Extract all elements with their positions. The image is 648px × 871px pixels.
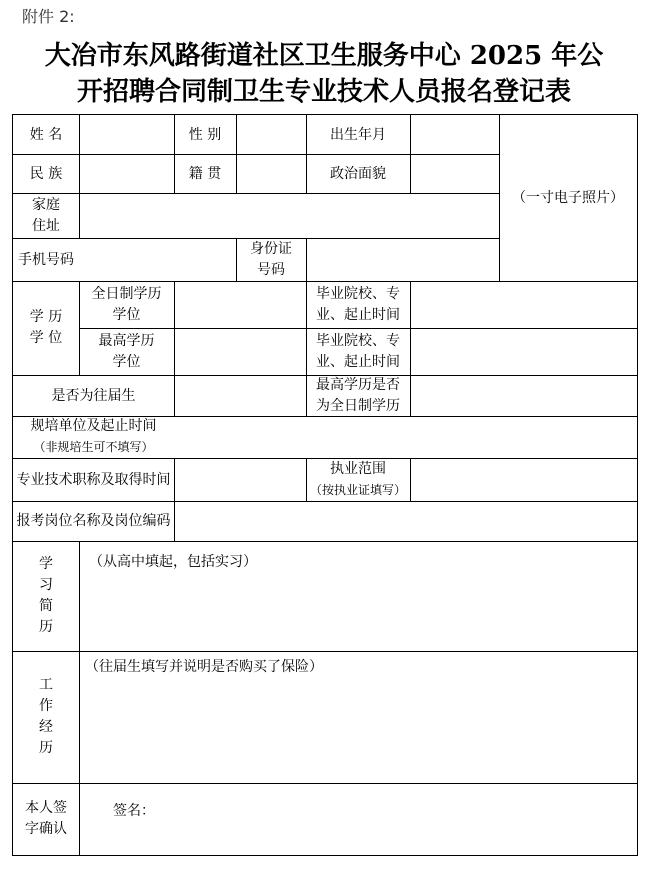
graduate-school-label-2: 毕业院校、专 业、起止时间 — [316, 332, 400, 370]
phone-label: 手机号码 — [18, 251, 74, 268]
practice-scope-field[interactable] — [410, 458, 637, 501]
form-title-line2: 开招聘合同制卫生专业技术人员报名登记表 — [76, 77, 571, 107]
registration-form-table — [12, 114, 638, 856]
training-field[interactable] — [174, 416, 637, 458]
highest-fulltime-field[interactable] — [410, 375, 637, 416]
signature-label: 本人签 字确认 — [25, 800, 67, 837]
gender-field[interactable] — [236, 115, 306, 154]
name-label: 姓 名 — [29, 126, 63, 143]
id-card-field[interactable] — [306, 238, 499, 281]
ethnicity-field[interactable] — [79, 154, 174, 193]
fulltime-education-field[interactable] — [174, 281, 306, 328]
highest-fulltime-label: 最高学历是否 为全日制学历 — [316, 376, 400, 414]
gender-label: 性 别 — [188, 126, 222, 143]
political-status-label: 政治面貌 — [330, 165, 386, 182]
fulltime-education-label: 全日制学历 学位 — [91, 285, 162, 323]
study-resume-field[interactable] — [79, 541, 637, 651]
political-status-field[interactable] — [410, 154, 499, 193]
professional-title-field[interactable] — [174, 458, 306, 501]
highest-education-field[interactable] — [174, 328, 306, 375]
position-field[interactable] — [174, 501, 637, 541]
graduate-school-field-2[interactable] — [410, 328, 637, 375]
address-label: 家庭 住址 — [32, 196, 60, 234]
id-card-label: 身份证 号码 — [250, 240, 292, 278]
education-group-label: 学 历 学 位 — [29, 309, 63, 346]
signature-field[interactable] — [79, 783, 637, 855]
native-place-label: 籍 贯 — [188, 165, 222, 182]
ethnicity-label: 民 族 — [29, 165, 63, 182]
training-label: 规培单位及起止时间 （非规培生可不填写） — [30, 418, 157, 454]
signature-text: 签名： — [113, 803, 155, 819]
attachment-label: 附件 2: — [22, 7, 75, 26]
birth-label: 出生年月 — [330, 126, 386, 143]
photo-placeholder[interactable]: （一寸电子照片） — [512, 190, 624, 206]
work-experience-label: 工 作 经 历 — [39, 677, 53, 756]
graduate-school-label-1: 毕业院校、专 业、起止时间 — [316, 285, 400, 323]
study-resume-label: 学 习 简 历 — [39, 556, 53, 635]
phone-field[interactable] — [79, 238, 236, 281]
work-experience-note: （往届生填写并说明是否购买了保险） — [85, 659, 323, 675]
previous-graduate-field[interactable] — [174, 375, 306, 416]
work-experience-field[interactable] — [79, 651, 637, 783]
professional-title-label: 专业技术职称及取得时间 — [16, 471, 171, 488]
graduate-school-field-1[interactable] — [410, 281, 637, 328]
birth-field[interactable] — [410, 115, 499, 154]
previous-graduate-label: 是否为往届生 — [51, 387, 136, 404]
form-title-line1: 大冶市东风路街道社区卫生服务中心 2025 年公 — [44, 41, 604, 71]
highest-education-label: 最高学历 学位 — [98, 332, 155, 370]
native-place-field[interactable] — [236, 154, 306, 193]
address-field[interactable] — [79, 193, 499, 238]
study-resume-note: （从高中填起，包括实习） — [89, 554, 257, 570]
practice-scope-label: 执业范围 （按执业证填写） — [309, 460, 406, 497]
position-label: 报考岗位名称及岗位编码 — [16, 513, 171, 529]
name-field[interactable] — [79, 115, 174, 154]
